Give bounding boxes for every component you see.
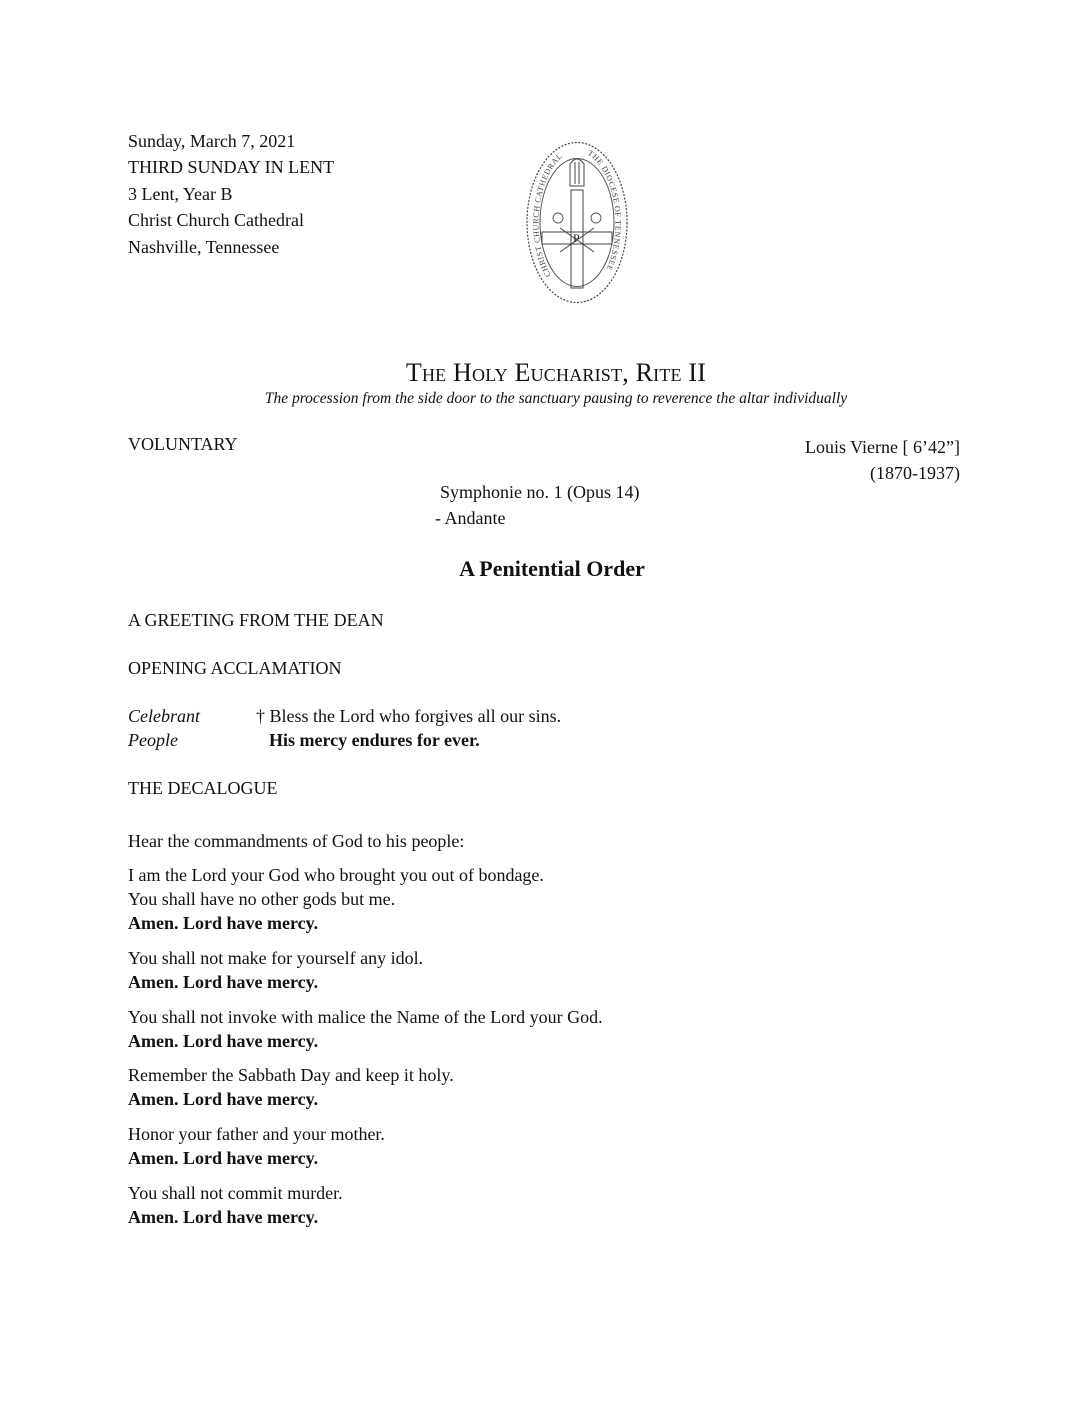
church-location: Nashville, Tennessee bbox=[128, 236, 280, 257]
commandment-response: Amen. Lord have mercy. bbox=[128, 1207, 319, 1227]
procession-rubric: The procession from the side door to the sanctuary pausing to reverence the altar individually bbox=[264, 390, 848, 407]
section-title: A Penitential Order bbox=[459, 556, 645, 581]
commandment-line: You shall not invoke with malice the Name of the Lord your God. bbox=[128, 1007, 603, 1027]
voluntary-heading: VOLUNTARY bbox=[128, 434, 238, 454]
commandment-2 bbox=[128, 946, 423, 994]
commandment-line: I am the Lord your God who brought you out of bondage. bbox=[128, 865, 544, 885]
composer-info bbox=[805, 434, 960, 486]
service-occasion: THIRD SUNDAY IN LENT bbox=[128, 157, 335, 178]
lectionary-label: 3 Lent, Year B bbox=[128, 183, 233, 204]
commandment-line: You shall not commit murder. bbox=[128, 1183, 343, 1203]
composer-dates: (1870-1937) bbox=[870, 463, 960, 483]
commandment-3 bbox=[128, 1005, 603, 1053]
commandment-5 bbox=[128, 1122, 385, 1170]
commandment-response: Amen. Lord have mercy. bbox=[128, 972, 319, 992]
commandment-6 bbox=[128, 1181, 343, 1229]
celebrant-text: † Bless the Lord who forgives all our sins. bbox=[256, 706, 562, 726]
commandment-line: Remember the Sabbath Day and keep it holy. bbox=[128, 1065, 454, 1085]
diocese-seal-logo bbox=[524, 140, 630, 305]
commandment-response: Amen. Lord have mercy. bbox=[128, 913, 319, 933]
commandment-line: You shall not make for yourself any idol. bbox=[128, 948, 424, 968]
composer-name: Louis Vierne [ 6’42”] bbox=[804, 437, 960, 457]
piece-movement: - Andante bbox=[435, 508, 506, 528]
people-response: His mercy endures for ever. bbox=[269, 730, 480, 750]
service-title: The Holy Eucharist, Rite II bbox=[405, 358, 707, 387]
decalogue-intro-text: Hear the commandments of God to his people: bbox=[128, 831, 465, 851]
seal-icon bbox=[524, 140, 630, 305]
commandment-line: Honor your father and your mother. bbox=[128, 1124, 385, 1144]
svg-text:CHRIST CHURCH CATHEDRAL: CHRIST CHURCH CATHEDRAL bbox=[531, 151, 565, 279]
commandment-1 bbox=[128, 863, 544, 935]
service-header bbox=[128, 128, 334, 260]
decalogue-heading: THE DECALOGUE bbox=[128, 778, 278, 798]
commandment-line: You shall have no other gods but me. bbox=[128, 889, 396, 909]
decalogue-intro bbox=[128, 829, 464, 853]
people-role: People bbox=[128, 730, 178, 750]
acclamation-heading: OPENING ACCLAMATION bbox=[128, 658, 342, 678]
piece-title: Symphonie no. 1 (Opus 14) bbox=[440, 482, 640, 502]
commandment-4 bbox=[128, 1063, 454, 1111]
commandment-response: Amen. Lord have mercy. bbox=[128, 1148, 319, 1168]
svg-text:P: P bbox=[573, 231, 580, 245]
church-name: Christ Church Cathedral bbox=[128, 210, 304, 231]
svg-text:THE DIOCESE OF TENNESSEE: THE DIOCESE OF TENNESSEE bbox=[586, 148, 623, 273]
celebrant-role: Celebrant bbox=[128, 706, 200, 726]
service-date: Sunday, March 7, 2021 bbox=[128, 131, 296, 151]
commandment-response: Amen. Lord have mercy. bbox=[128, 1031, 319, 1051]
greeting-heading: A GREETING FROM THE DEAN bbox=[128, 610, 384, 630]
commandment-response: Amen. Lord have mercy. bbox=[128, 1089, 319, 1109]
